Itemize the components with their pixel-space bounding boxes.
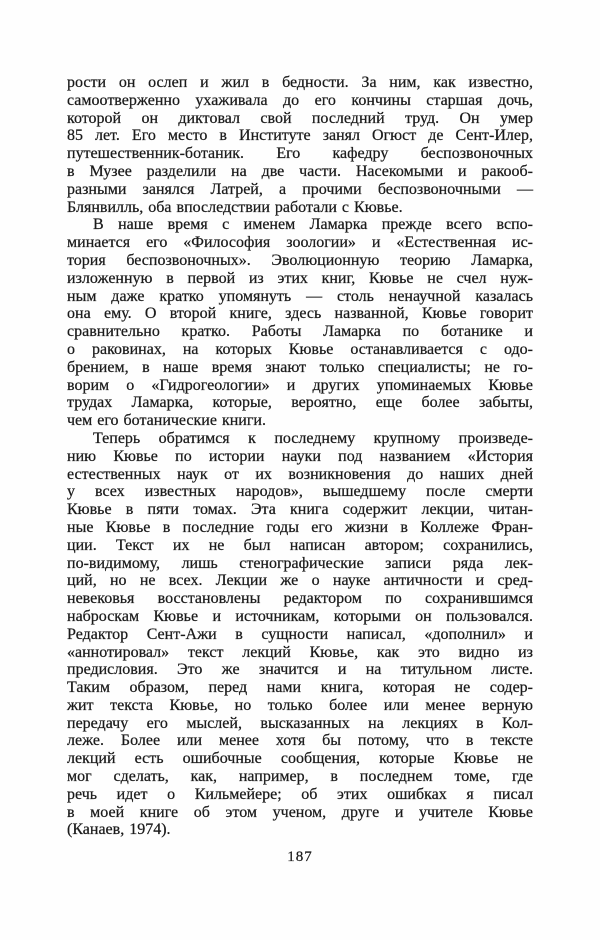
text-line: в Музее разделили на две части. Насекомыми и ракооб- (67, 162, 533, 180)
text-line: мог сделать, как, например, в последнем томе, где (67, 768, 533, 786)
text-line: речь идет о Кильмейере; об этих ошибках я писал (67, 785, 533, 803)
text-line: естественных наук от их возникновения до наших дней (67, 465, 533, 483)
text-line: путешественник-ботаник. Его кафедру беспозвоночных (67, 145, 533, 163)
text-line: «аннотировал» текст лекций Кювье, как это видно из (67, 643, 533, 661)
text-line: самоотверженно ухаживала до его кончины старшая дочь, (67, 91, 533, 109)
text-line: по-видимому, лишь стенографические записи ряда лек- (67, 554, 533, 572)
text-line: она ему. О второй книге, здесь названной, Кювье говорит (67, 305, 533, 323)
text-line: трудах Ламарка, которые, вероятно, еще более забыты, (67, 394, 533, 412)
text-line: ворим о «Гидрогеологии» и других упоминаемых Кювье (67, 376, 533, 394)
text-line: у всех известных народов», вышедшему после смерти (67, 483, 533, 501)
text-line: ции. Текст их не был написан автором; сохранились, (67, 536, 533, 554)
text-line: которой он диктовал свой последний труд. Он умер (67, 109, 533, 127)
text-line: брением, в наше время знают только специалисты; не го- (67, 358, 533, 376)
text-line: Теперь обратимся к последнему крупному произведе- (93, 429, 533, 447)
text-line: жит текста Кювье, но только более или менее верную (67, 696, 533, 714)
text-line: передачу его мыслей, высказанных на лекциях в Кол- (67, 714, 533, 732)
text-block (67, 74, 533, 839)
text-line: наброскам Кювье и источникам, которыми он пользовался. (67, 607, 533, 625)
text-line: ным даже кратко упомянуть — столь ненаучной казалась (67, 287, 533, 305)
text-line: Кювье в пяти томах. Эта книга содержит лекции, читан- (67, 501, 533, 519)
text-line: Таким образом, перед нами книга, которая не содер- (67, 679, 533, 697)
text-line: ций, но не всех. Лекции же о науке античности и сред- (67, 572, 533, 590)
text-line: о раковинах, на которых Кювье останавливается с одо- (67, 340, 533, 358)
text-line: Редактор Сент-Ажи в сущности написал, «дополнил» и (67, 625, 533, 643)
text-line: чем его ботанические книги. (67, 412, 266, 430)
text-line: В наше время с именем Ламарка прежде всего вспо- (93, 216, 533, 234)
text-line: нию Кювье по истории науки под названием «История (67, 447, 533, 465)
text-line: 85 лет. Его место в Институте занял Огюст де Сент-Илер, (67, 127, 533, 145)
text-line: сравнительно кратко. Работы Ламарка по ботанике и (67, 323, 533, 341)
text-line: рости он ослеп и жил в бедности. За ним, как известно, (67, 74, 533, 91)
text-line: изложенную в первой из этих книг, Кювье не счел нуж- (67, 269, 533, 287)
text-line: в моей книге об этом ученом, друге и учителе Кювье (67, 803, 533, 821)
text-line: тория беспозвоночных». Эволюционную теорию Ламарка, (67, 251, 533, 269)
text-line: невековья восстановлены редактором по сохранившимся (67, 590, 533, 608)
text-line: Блянвилль, оба впоследствии работали с Кювье. (67, 198, 403, 216)
page-number: 187 (287, 849, 313, 865)
text-line: (Канаев, 1974). (67, 821, 171, 839)
text-line: разными занялся Латрей, а прочими беспозвоночными — (67, 180, 533, 198)
text-line: минается его «Философия зоологии» и «Естественная ис- (67, 234, 533, 252)
text-line: леже. Более или менее хотя бы потому, что в тексте (67, 732, 533, 750)
text-line: предисловия. Это же значится и на титульном листе. (67, 661, 533, 679)
text-line: ные Кювье в последние годы его жизни в Коллеже Фран- (67, 518, 533, 536)
text-line: лекций есть ошибочные сообщения, которые Кювье не (67, 750, 533, 768)
